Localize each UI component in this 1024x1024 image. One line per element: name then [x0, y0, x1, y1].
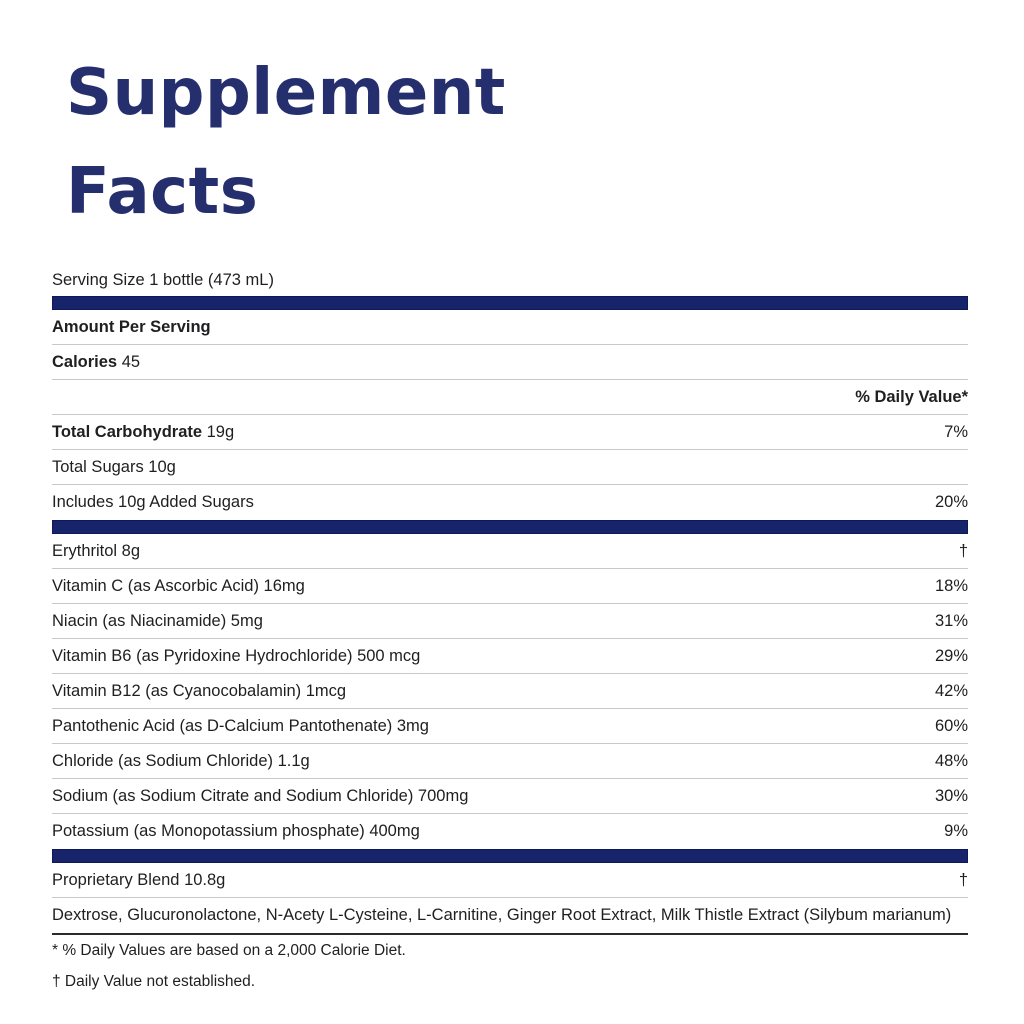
nutrient-name: Total Carbohydrate — [52, 422, 203, 441]
nutrient-row — [52, 534, 968, 569]
amount-per-serving-label: Amount Per Serving — [52, 317, 211, 336]
blend-ingredients-row — [52, 898, 968, 933]
nutrient-name: Vitamin B6 (as Pyridoxine Hydrochloride) 500 mcg — [52, 646, 421, 665]
amount-per-serving-row — [52, 310, 968, 345]
nutrient-row — [52, 450, 968, 485]
nutrient-row — [52, 779, 968, 814]
calories-value: 45 — [117, 352, 141, 371]
nutrient-dv: † — [958, 870, 968, 889]
nutrient-row — [52, 639, 968, 674]
nutrient-dv: 42% — [934, 681, 968, 700]
nutrient-name: Erythritol 8g — [52, 541, 141, 560]
label-title — [66, 44, 968, 242]
nutrient-row — [52, 709, 968, 744]
nutrient-dv: 20% — [934, 493, 968, 511]
proprietary-blend-row — [52, 863, 968, 898]
label-title-line1: Supplement — [66, 56, 506, 130]
daily-value-header: % Daily Value* — [855, 387, 968, 406]
nutrient-row — [52, 744, 968, 779]
blend-ingredients: Dextrose, Glucuronolactone, N-Acety L-Cysteine, L-Carnitine, Ginger Root Extract, Milk Thistle Extract (Silybum marianum) — [52, 906, 952, 924]
nutrient-name: Total Sugars 10g — [52, 457, 176, 476]
footnote-dagger — [52, 966, 968, 997]
nutrient-dv: 29% — [934, 646, 968, 665]
nutrient-row — [52, 604, 968, 639]
nutrient-name: Potassium (as Monopotassium phosphate) 400mg — [52, 822, 420, 840]
nutrient-dv: 60% — [934, 716, 968, 735]
section-divider-bar — [52, 849, 968, 863]
daily-value-header-row — [52, 380, 968, 415]
section-divider-bar — [52, 520, 968, 534]
nutrient-dv: † — [958, 541, 968, 560]
serving-size — [52, 264, 968, 296]
nutrient-row — [52, 814, 968, 849]
section-divider-bar — [52, 296, 968, 310]
nutrient-name: Includes 10g Added Sugars — [52, 493, 254, 511]
nutrient-dv: 9% — [944, 822, 968, 840]
nutrient-dv: 7% — [944, 422, 968, 441]
footnote-daily-values — [52, 935, 968, 966]
nutrient-row — [52, 569, 968, 604]
nutrient-amount: 19g — [202, 422, 235, 441]
nutrient-name: Niacin (as Niacinamide) 5mg — [52, 611, 263, 630]
footnote-asterisk-text: * % Daily Values are based on a 2,000 Calorie Diet. — [52, 941, 406, 959]
nutrient-name: Proprietary Blend 10.8g — [52, 870, 226, 889]
nutrient-name: Sodium (as Sodium Citrate and Sodium Chloride) 700mg — [52, 786, 469, 805]
nutrient-row — [52, 485, 968, 520]
calories-label: Calories — [52, 352, 118, 371]
footnote-dagger-text: † Daily Value not established. — [52, 972, 256, 990]
calories-row — [52, 345, 968, 380]
nutrient-dv: 18% — [934, 576, 968, 595]
nutrient-dv: 30% — [934, 786, 968, 805]
nutrient-dv: 31% — [934, 611, 968, 630]
nutrient-row — [52, 415, 968, 450]
nutrient-dv: 48% — [934, 751, 968, 770]
nutrient-name: Vitamin C (as Ascorbic Acid) 16mg — [52, 576, 305, 595]
nutrient-name: Chloride (as Sodium Chloride) 1.1g — [52, 751, 310, 770]
serving-size-text: Serving Size 1 bottle (473 mL) — [52, 270, 274, 289]
label-title-line2: Facts — [66, 155, 259, 229]
nutrient-row — [52, 674, 968, 709]
nutrient-name: Vitamin B12 (as Cyanocobalamin) 1mcg — [52, 681, 347, 700]
nutrient-name: Pantothenic Acid (as D-Calcium Pantothenate) 3mg — [52, 716, 429, 735]
